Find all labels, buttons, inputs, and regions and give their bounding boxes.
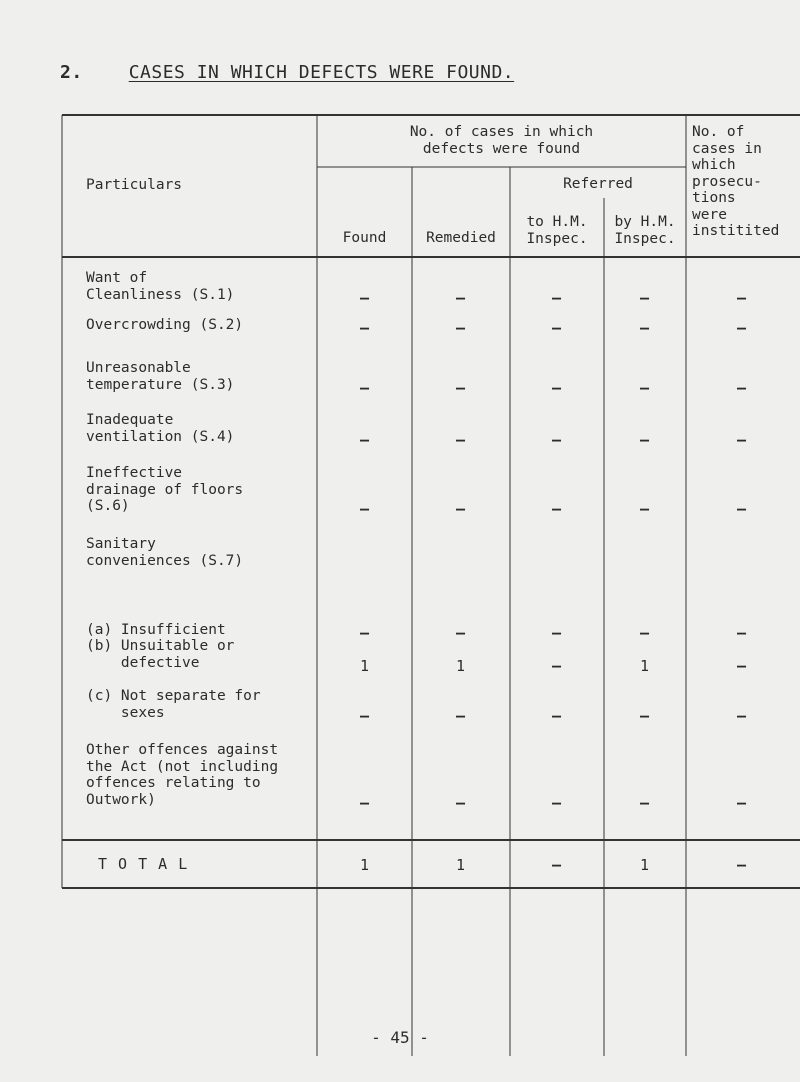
cell-to-hm: – — [552, 319, 562, 337]
row-label: Want of Cleanliness (S.1) — [86, 270, 235, 303]
row-label: Other offences against the Act (not including offences relating to Outwork) — [86, 742, 279, 808]
cell-prosecutions: – — [737, 378, 747, 397]
cell-prosecutions: – — [737, 319, 747, 337]
cell-by-hm: – — [640, 319, 650, 337]
header-remedied: Remedied — [426, 230, 496, 246]
header-group: No. of cases in which defects were found — [409, 124, 594, 157]
cell-remedied: – — [456, 378, 466, 397]
row-label: Ineffective drainage of floors (S.6) — [86, 465, 244, 514]
header-to-hm: to H.M. Inspec. — [526, 214, 588, 247]
cell-found: – — [360, 624, 370, 642]
cell-to-hm: – — [552, 500, 562, 518]
cell-remedied: – — [456, 793, 466, 812]
total-found: 1 — [360, 856, 370, 874]
cell-remedied: – — [456, 288, 466, 307]
cell-found: 1 — [360, 656, 370, 675]
cell-to-hm: – — [552, 706, 562, 725]
page-footer: - 45 - — [371, 1028, 429, 1047]
cell-to-hm: – — [552, 430, 562, 449]
cell-found: – — [360, 378, 370, 397]
total-label: T O T A L — [98, 855, 189, 873]
row-label: Inadequate ventilation (S.4) — [86, 412, 235, 445]
cell-by-hm: – — [640, 430, 650, 449]
cell-by-hm: – — [640, 706, 650, 725]
cell-remedied: – — [456, 319, 466, 337]
cell-prosecutions: – — [737, 624, 747, 642]
header-found: Found — [342, 230, 387, 246]
cell-prosecutions: – — [737, 793, 747, 812]
row-label: (c) Not separate for sexes — [86, 688, 261, 721]
cell-remedied: – — [456, 430, 466, 449]
header-particulars: Particulars — [86, 177, 183, 193]
cell-by-hm: – — [640, 378, 650, 397]
row-label: Unreasonable temperature (S.3) — [86, 360, 235, 393]
header-prosecutions: No. of cases in which prosecu- tions were institited — [692, 124, 780, 239]
cell-to-hm: – — [552, 378, 562, 397]
cell-to-hm: – — [552, 793, 562, 812]
cell-to-hm: – — [552, 624, 562, 642]
cell-to-hm: – — [552, 288, 562, 307]
total-by-hm: 1 — [640, 856, 650, 874]
cell-remedied: – — [456, 706, 466, 725]
row-label: (a) Insufficient — [86, 622, 226, 638]
cell-remedied: – — [456, 624, 466, 642]
cell-found: – — [360, 288, 370, 307]
cell-prosecutions: – — [737, 500, 747, 518]
cell-found: – — [360, 319, 370, 337]
header-by-hm: by H.M. Inspec. — [614, 214, 676, 247]
cell-prosecutions: – — [737, 430, 747, 449]
cell-by-hm: – — [640, 624, 650, 642]
page-number-label: 2. — [60, 62, 83, 83]
row-label: Overcrowding (S.2) — [86, 317, 244, 333]
cell-found: – — [360, 793, 370, 812]
cell-to-hm: – — [552, 656, 562, 675]
total-to-hm: – — [552, 856, 562, 874]
total-remedied: 1 — [456, 856, 466, 874]
cell-found: – — [360, 706, 370, 725]
cell-remedied: 1 — [456, 656, 466, 675]
row-label: Sanitary conveniences (S.7) — [86, 536, 244, 569]
cell-remedied: – — [456, 500, 466, 518]
cell-by-hm: – — [640, 288, 650, 307]
cell-prosecutions: – — [737, 706, 747, 725]
cell-prosecutions: – — [737, 656, 747, 675]
cell-by-hm: 1 — [640, 656, 650, 675]
cell-found: – — [360, 430, 370, 449]
cell-by-hm: – — [640, 500, 650, 518]
total-prosecutions: – — [737, 856, 747, 874]
row-label: (b) Unsuitable or defective — [86, 638, 235, 671]
header-referred: Referred — [563, 176, 633, 192]
cell-found: – — [360, 500, 370, 518]
page-title: CASES IN WHICH DEFECTS WERE FOUND. — [128, 62, 515, 83]
cell-prosecutions: – — [737, 288, 747, 307]
cell-by-hm: – — [640, 793, 650, 812]
